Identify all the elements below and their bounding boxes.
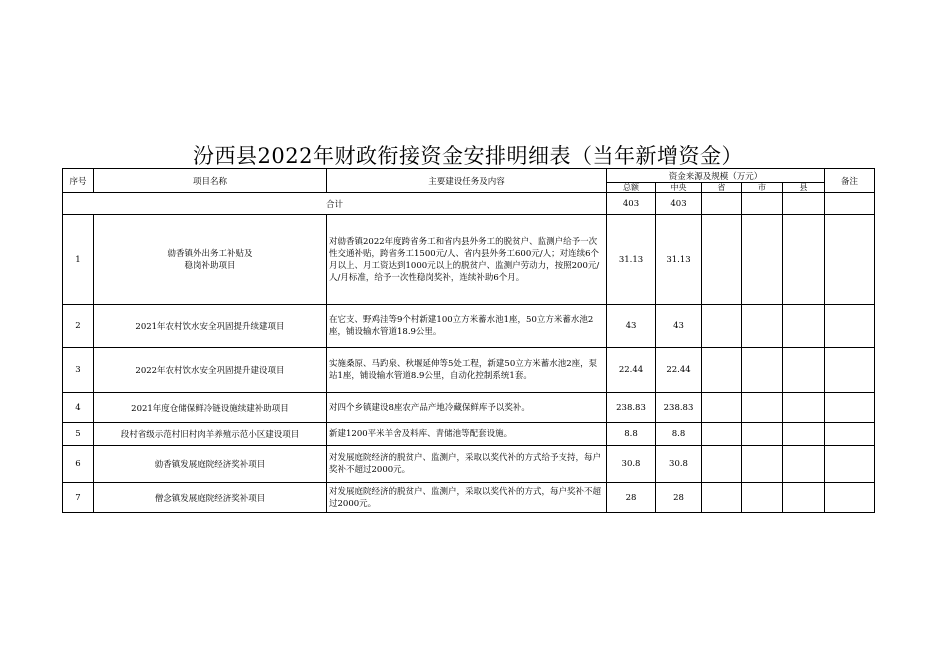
header-remark: 备注 <box>825 169 875 193</box>
row-content: 对勍香镇2022年度跨省务工和省内县外务工的脱贫户、监测户给予一次性交通补贴，跨省务工1500元/人、省内县外务工600元/人；对连续6个月以上、月工资达到1000元以上的脱贫户、监测户劳动力，按照200元/人/月标准，给予一次性稳岗奖补，连续补助6个月。 <box>327 215 607 305</box>
row-content: 实施桑原、马趵泉、秋堰延伸等5处工程，新建50立方米蓄水池2座，泵站1座，铺设输水管道8.9公里，自动化控制系统1套。 <box>327 348 607 393</box>
page-title: 汾西县2022年财政衔接资金安排明细表（当年新增资金） <box>193 144 743 168</box>
row-seq: 7 <box>63 483 94 513</box>
header-seq: 序号 <box>63 169 94 193</box>
row-total: 43 <box>607 305 656 348</box>
row-project-name: 勍香镇外出务工补贴及 稳岗补助项目 <box>94 215 327 305</box>
row-central: 28 <box>656 483 702 513</box>
summary-row <box>63 193 875 215</box>
header-funding: 资金来源及规模（万元） <box>607 169 825 183</box>
row-content: 对发展庭院经济的脱贫户、监测户，采取以奖代补的方式给予支持，每户奖补不超过2000元。 <box>327 446 607 483</box>
header-county: 县 <box>783 183 825 193</box>
row-project-name: 2022年农村饮水安全巩固提升建设项目 <box>94 348 327 393</box>
header-province: 省 <box>702 183 742 193</box>
row-project-name: 2021年度仓储保鲜冷链设施续建补助项目 <box>94 393 327 423</box>
row-total: 30.8 <box>607 446 656 483</box>
row-content: 对四个乡镇建设8座农产品产地冷藏保鲜库予以奖补。 <box>327 393 607 423</box>
row-content: 在它支、野鸡洼等9个村新建100立方米蓄水池1座，50立方米蓄水池2座，铺设输水管道18.9公里。 <box>327 305 607 348</box>
row-central: 43 <box>656 305 702 348</box>
row-seq: 5 <box>63 423 94 446</box>
row-project-name: 段村省级示范村旧村肉羊养殖示范小区建设项目 <box>94 423 327 446</box>
header-content: 主要建设任务及内容 <box>327 169 607 193</box>
row-central: 8.8 <box>656 423 702 446</box>
row-seq: 1 <box>63 215 94 305</box>
header-row <box>63 169 875 183</box>
row-project-name: 2021年农村饮水安全巩固提升续建项目 <box>94 305 327 348</box>
row-project-name: 僧念镇发展庭院经济奖补项目 <box>94 483 327 513</box>
table-row <box>63 215 875 305</box>
summary-total: 403 <box>607 193 656 215</box>
row-seq: 4 <box>63 393 94 423</box>
table-row <box>63 393 875 423</box>
table-row <box>63 305 875 348</box>
header-city: 市 <box>742 183 783 193</box>
row-central: 238.83 <box>656 393 702 423</box>
row-project-name: 勍香镇发展庭院经济奖补项目 <box>94 446 327 483</box>
row-total: 8.8 <box>607 423 656 446</box>
table-row <box>63 423 875 446</box>
header-central: 中央 <box>656 183 702 193</box>
table-row <box>63 483 875 513</box>
row-seq: 2 <box>63 305 94 348</box>
row-total: 22.44 <box>607 348 656 393</box>
header-project-name: 项目名称 <box>94 169 327 193</box>
row-central: 30.8 <box>656 446 702 483</box>
row-total: 31.13 <box>607 215 656 305</box>
row-content: 新建1200平米羊舍及料库、青储池等配套设施。 <box>327 423 607 446</box>
table-row <box>63 446 875 483</box>
summary-label: 合计 <box>63 193 607 215</box>
row-central: 22.44 <box>656 348 702 393</box>
row-content: 对发展庭院经济的脱贫户、监测户，采取以奖代补的方式，每户奖补不超过2000元。 <box>327 483 607 513</box>
header-total: 总额 <box>607 183 656 193</box>
row-total: 28 <box>607 483 656 513</box>
funding-table <box>62 168 875 513</box>
row-central: 31.13 <box>656 215 702 305</box>
row-total: 238.83 <box>607 393 656 423</box>
row-seq: 3 <box>63 348 94 393</box>
table-row <box>63 348 875 393</box>
summary-central: 403 <box>656 193 702 215</box>
row-seq: 6 <box>63 446 94 483</box>
